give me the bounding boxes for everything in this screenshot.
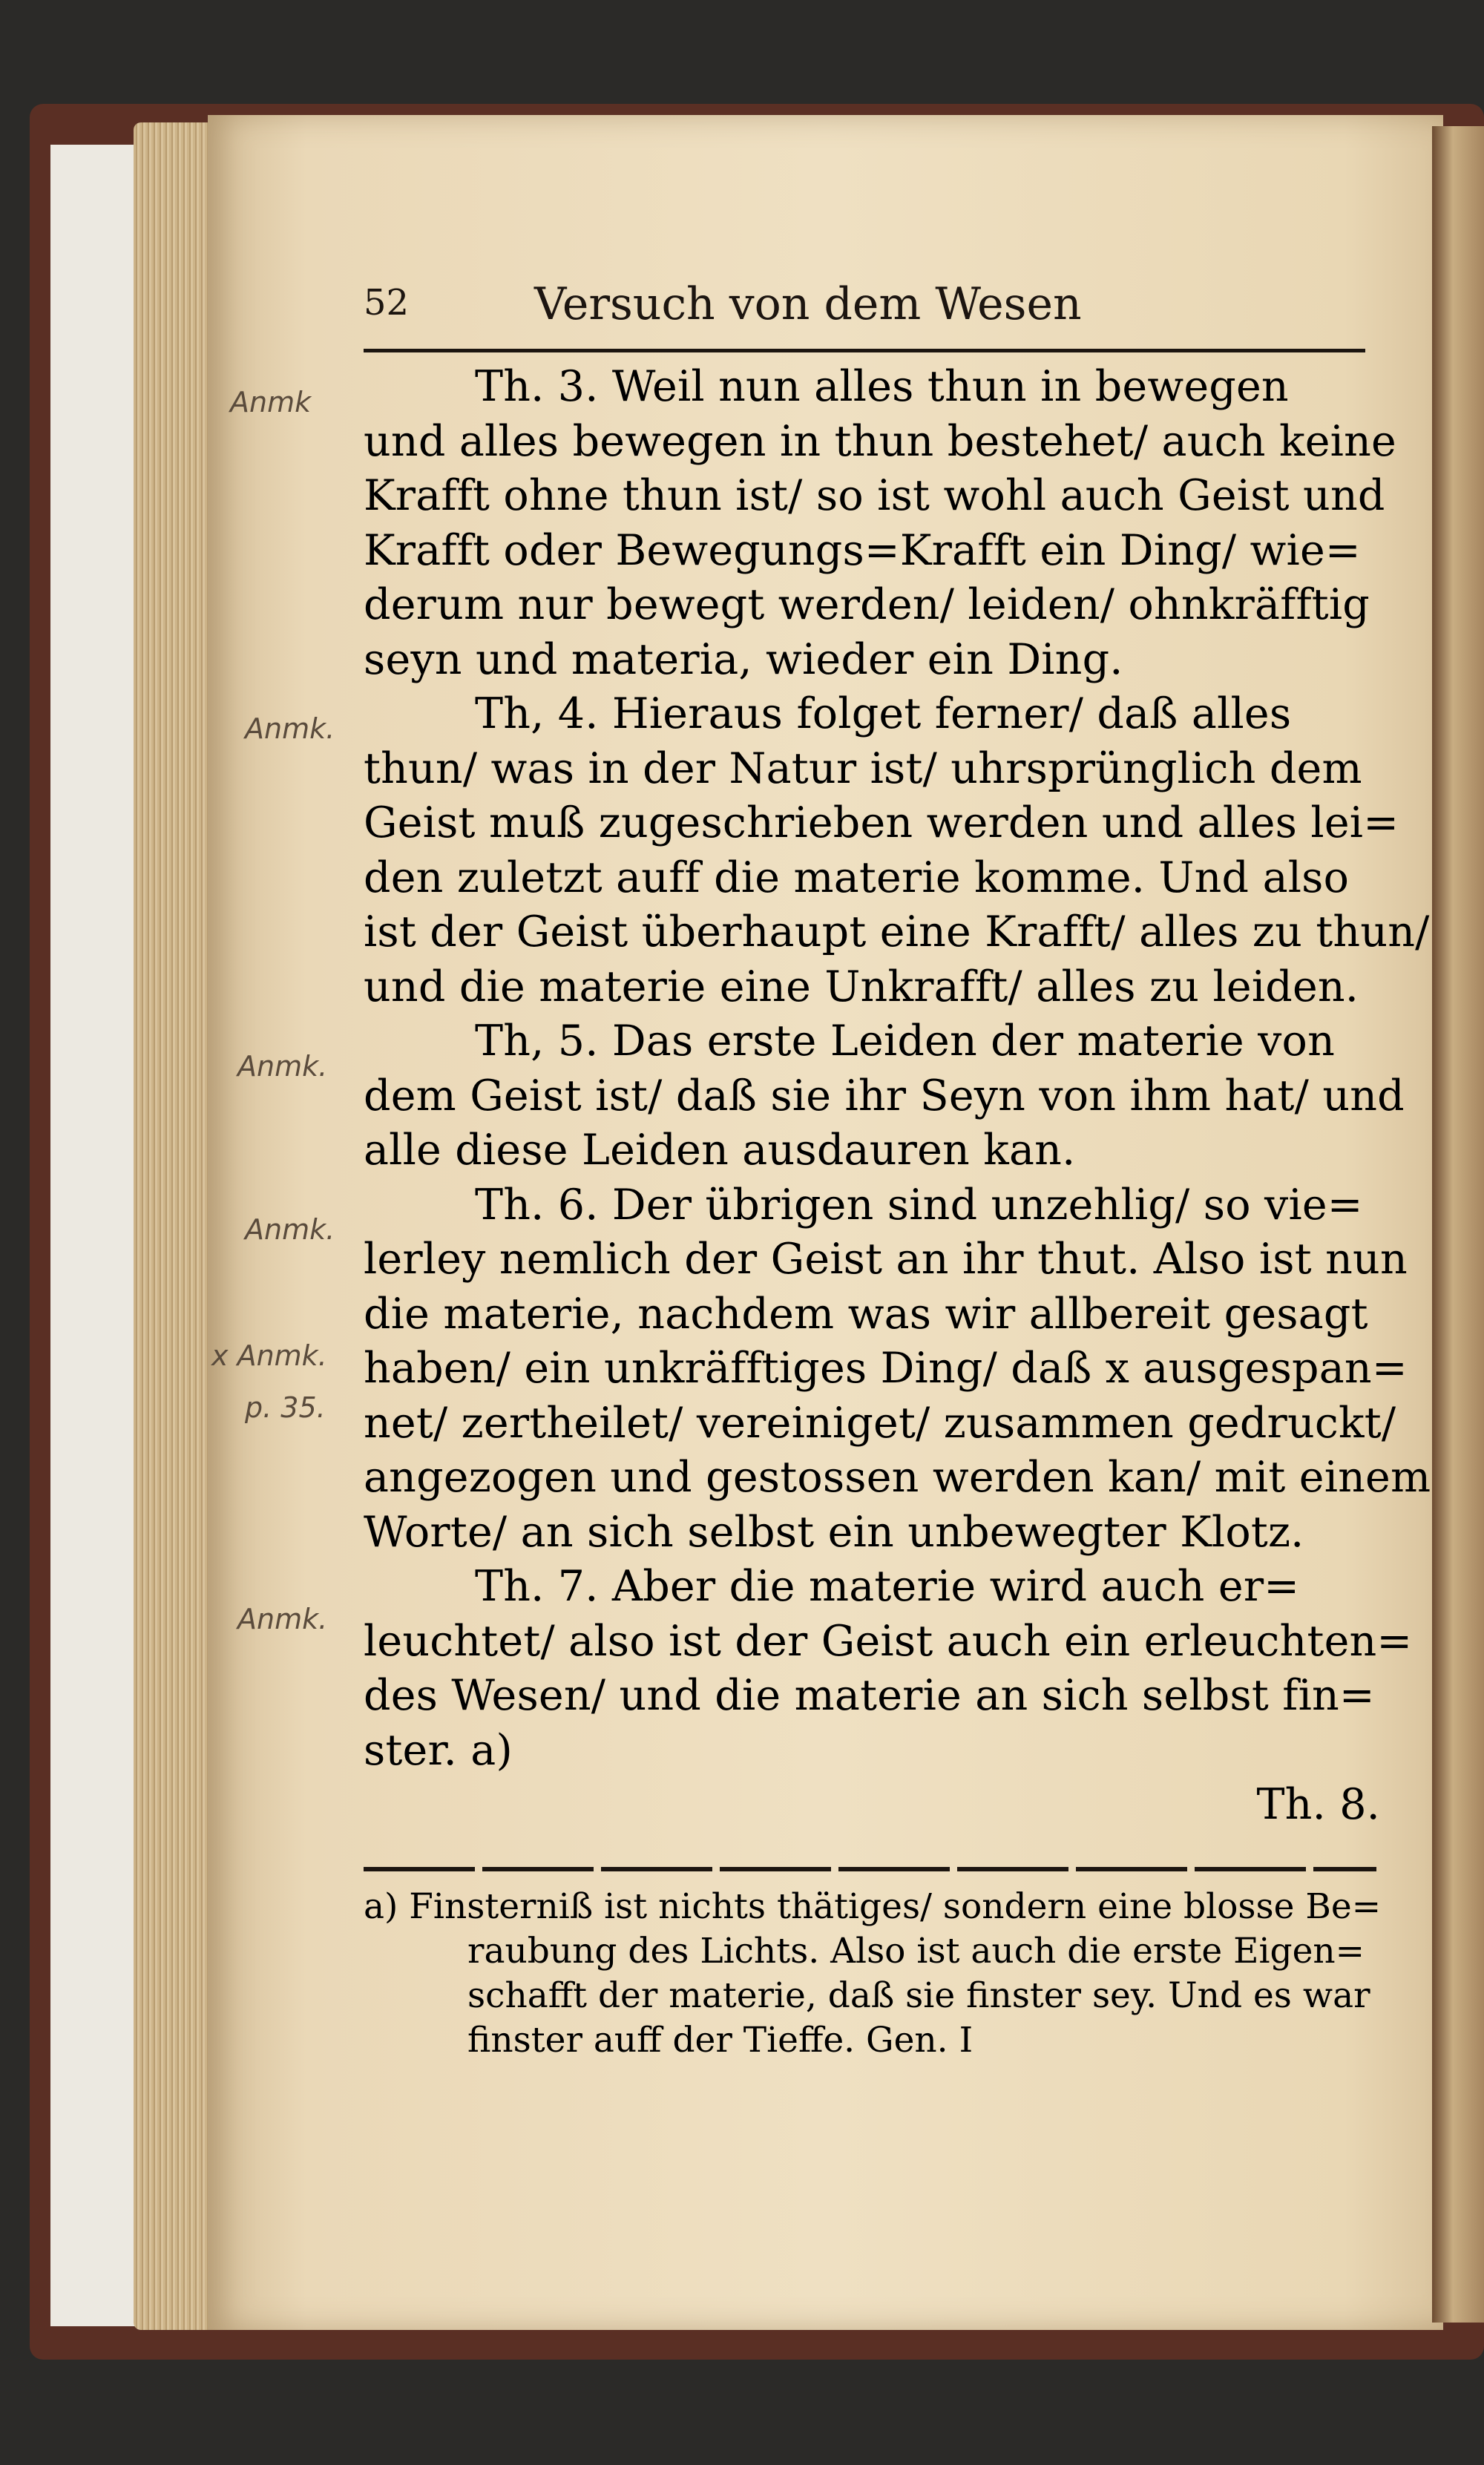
margin-note: Anmk xyxy=(230,386,312,419)
catchword: Th. 8. xyxy=(1256,1780,1380,1829)
margin-note: Anmk. xyxy=(245,712,335,745)
text-line: Th. 7. Aber die materie wird auch er= xyxy=(475,1562,1300,1611)
text-line: Th, 4. Hieraus folget ferner/ daß alles xyxy=(475,689,1292,738)
margin-note: Anmk. xyxy=(245,1213,335,1246)
text-line: Krafft ohne thun ist/ so ist wohl auch Geist und xyxy=(364,471,1385,520)
footnote-line: a) Finsterniß ist nichts thätiges/ sondern eine blosse Be= xyxy=(364,1886,1382,1927)
text-line: seyn und materia, wieder ein Ding. xyxy=(364,634,1123,684)
text-line: Krafft oder Bewegungs=Krafft ein Ding/ wie= xyxy=(364,525,1361,575)
footnote-line: schafft der materie, daß sie finster sey. Und es war xyxy=(467,1975,1370,2016)
text-line: Worte/ an sich selbst ein unbewegter Klotz. xyxy=(364,1507,1304,1557)
footnote-line: finster auff der Tieffe. Gen. I xyxy=(467,2020,974,2061)
header-rule xyxy=(364,349,1365,352)
text-line: alle diese Leiden ausdauren kan. xyxy=(364,1126,1076,1175)
text-line: net/ zertheilet/ vereiniget/ zusammen gedruckt/ xyxy=(364,1398,1396,1448)
text-line: ist der Geist überhaupt eine Krafft/ alles zu thun/ xyxy=(364,907,1430,956)
footnote-rule xyxy=(364,1867,1376,1871)
text-line: und alles bewegen in thun bestehet/ auch keine xyxy=(364,416,1396,466)
text-line: lerley nemlich der Geist an ihr thut. Also ist nun xyxy=(364,1235,1408,1284)
text-line: und die materie eine Unkrafft/ alles zu leiden. xyxy=(364,962,1359,1011)
footnote xyxy=(364,1885,1380,2063)
page-header xyxy=(364,275,1365,341)
text-line: leuchtet/ also ist der Geist auch ein erleuchten= xyxy=(364,1616,1413,1666)
text-line: ster. a) xyxy=(364,1725,513,1775)
margin-note: Anmk. xyxy=(237,1603,328,1635)
text-line: den zuletzt auff die materie komme. Und also xyxy=(364,853,1350,902)
text-line: haben/ ein unkräfftiges Ding/ daß x ausgespan= xyxy=(364,1344,1408,1393)
page-number: 52 xyxy=(364,282,410,324)
margin-note: x Anmk. xyxy=(211,1339,327,1372)
text-line: die materie, nachdem was wir allbereit gesagt xyxy=(364,1289,1368,1339)
text-line: Th. 6. Der übrigen sind unzehlig/ so vie= xyxy=(475,1180,1363,1230)
body-text xyxy=(364,360,1431,1833)
text-line: dem Geist ist/ daß sie ihr Seyn von ihm hat/ und xyxy=(364,1071,1405,1120)
text-line: thun/ was in der Natur ist/ uhrsprünglich dem xyxy=(364,744,1362,793)
running-title: Versuch von dem Wesen xyxy=(534,278,1082,330)
text-line: derum nur bewegt werden/ leiden/ ohnkräfftig xyxy=(364,580,1370,629)
margin-note: Anmk. xyxy=(237,1050,328,1083)
text-line: Th, 5. Das erste Leiden der materie von xyxy=(475,1017,1335,1066)
text-line: angezogen und gestossen werden kan/ mit einem xyxy=(364,1453,1431,1502)
right-page-edge xyxy=(1432,126,1484,2323)
margin-note: p. 35. xyxy=(245,1391,326,1424)
text-line: Geist muß zugeschrieben werden und alles lei= xyxy=(364,798,1399,847)
footnote-line: raubung des Lichts. Also ist auch die erste Eigen= xyxy=(467,1931,1365,1972)
text-line: Th. 3. Weil nun alles thun in bewegen xyxy=(475,362,1289,411)
text-line: des Wesen/ und die materie an sich selbst fin= xyxy=(364,1671,1375,1720)
